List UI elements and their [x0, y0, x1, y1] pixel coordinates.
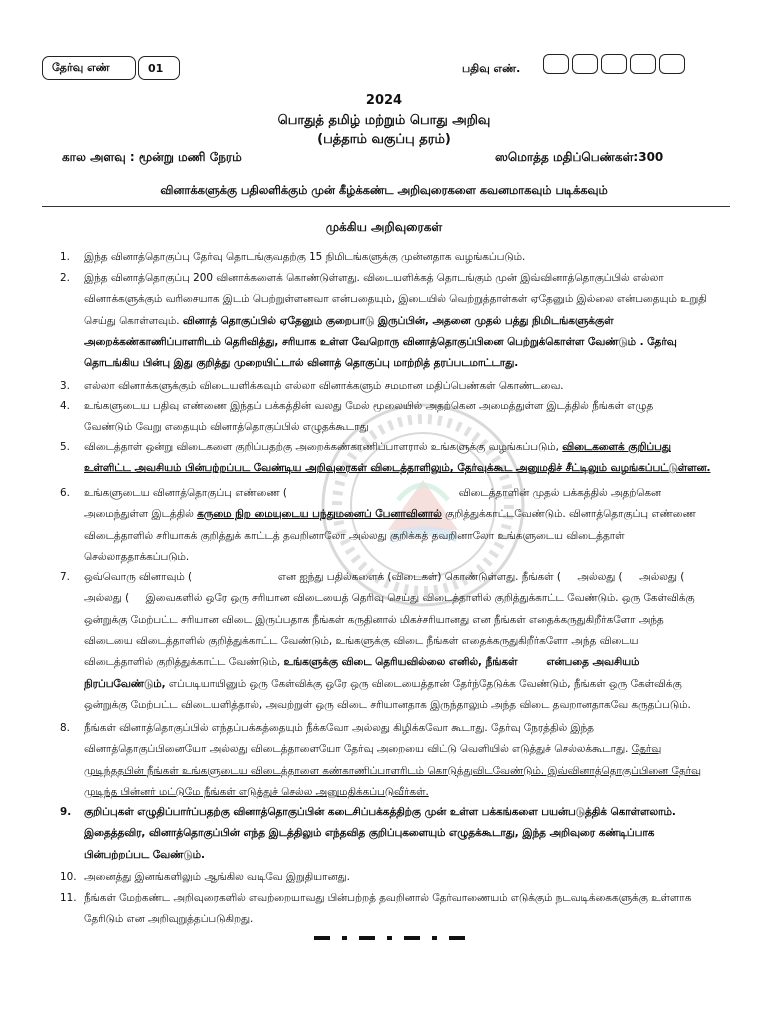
instruction-line — [84, 678, 732, 691]
end-dot — [432, 936, 437, 940]
instruction-text: வினாக்களுக்கும் வரிசையாக இடம் பெற்றுள்ளனவா என்பதையும், இடையில் வெற்றுத்தாள்கள் ஏதேனும் இல்லை என்பதையும் உறுதி — [84, 293, 707, 306]
instruction-line — [84, 722, 732, 735]
instruction-line — [84, 462, 732, 475]
end-of-page-dashes — [314, 936, 477, 940]
instruction-text: வேண்டும் வேறு எதையும் வினாத்தொகுப்பில் எழுதக்கூடாது — [84, 421, 369, 434]
register-number-digit-box — [543, 54, 569, 74]
instruction-text: அனைத்து இனங்களிலும் ஆங்கில வடிவே இறுதியானது. — [84, 871, 350, 883]
instruction-text: வினாத்தொகுப்பினையோ அல்லது விடைத்தாளையோ தேர்வு அறையை விட்டு வெளியில் எடுத்துச் செல்லக்கூடாது. — [84, 743, 632, 756]
end-dash — [314, 936, 330, 940]
instruction-line — [84, 699, 732, 712]
instruction-line — [84, 592, 732, 605]
instruction-text: நீங்கள் வினாத்தொகுப்பில் எந்தப்பக்கத்தையும் நீக்கவோ அல்லது கிழிக்கவோ கூடாது. தேர்வு நேரத்தில் இந்த — [84, 722, 594, 734]
instruction-text: முடிந்த பின்னர் மட்டுமே நீங்கள் எடுத்துச் செல்ல அனுமதிக்கப்படுவீர்கள். — [84, 785, 429, 798]
instruction-text: தேரிடும் என அறிவுறுத்தப்படுகிறது. — [84, 913, 254, 926]
end-dash — [449, 936, 465, 940]
instruction-line — [84, 380, 732, 393]
exam-year: 2024 — [365, 93, 403, 108]
instruction-line — [84, 913, 732, 926]
paper-subtitle: (பத்தாம் வகுப்பு தரம்) — [317, 132, 451, 147]
instruction-line — [84, 421, 732, 434]
instruction-text: எல்லா வினாக்களுக்கும் விடையளிக்கவும் எல்லா வினாக்களும் சமமான மதிப்பெண்கள் கொண்டவை. — [84, 380, 564, 392]
instruction-line — [84, 827, 732, 840]
instruction-number: 6. — [60, 487, 70, 499]
instruction-number: 8. — [60, 722, 70, 734]
instruction-number: 5. — [60, 441, 70, 453]
instruction-line — [84, 315, 732, 328]
instruction-text: குறிப்புகள் எழுதிப்பார்ப்பதற்கு வினாத்தொகுப்பின் கடைசிப்பக்கத்திற்கு முன் உள்ள பக்கங்களை பயன்படுத்திக் கொள்ளலாம். — [84, 806, 676, 818]
instruction-line — [84, 336, 732, 349]
instruction-text: விடைத்தாளில் சரியாகக் குறித்துக் காட்டத் தவறினாலோ அல்லது குறிக்கத் தவறினாலோ உங்களுடைய விடைத்தாள் — [84, 529, 625, 542]
exam-number-value: 01 — [148, 61, 164, 75]
exam-number-value-box — [138, 56, 180, 80]
instruction-text: செய்து கொள்ளவும். — [84, 314, 183, 327]
instruction-line — [84, 571, 732, 584]
instruction-number: 10. — [60, 871, 77, 883]
instruction-line — [84, 765, 732, 778]
instruction-text: உங்களுக்கு விடை தெரியவில்லை எனில், நீங்கள் என்பதை அவசியம் — [283, 656, 640, 669]
instruction-line — [84, 614, 732, 627]
header-divider — [42, 206, 730, 207]
instruction-text: விடைகளைக் குறிப்பது — [562, 441, 671, 453]
register-number-label: பதிவு எண். — [462, 62, 521, 75]
instruction-line — [84, 806, 732, 819]
instruction-text: உங்களுடைய வினாத்தொகுப்பு எண்ணை ( விடைத்தாளின் முதல் பக்கத்தில் அதற்கென — [84, 487, 662, 499]
instruction-text: செல்லாததாக்கப்படும். — [84, 550, 190, 563]
register-number-digit-box — [630, 54, 656, 74]
instruction-text: விடைத்தாள் ஒன்று விடைகளை குறிப்பதற்கு அறைக்கண்காணிப்பாளரால் உங்களுக்கு வழங்கப்படும், — [84, 441, 563, 453]
instruction-text: பின்பற்றப்பட வேண்டும். — [84, 848, 205, 861]
instruction-text: இந்த வினாத்தொகுப்பு தேர்வு தொடங்குவதற்கு 15 நிமிடங்களுக்கு முன்னதாக வழங்கப்படும். — [84, 251, 526, 263]
instruction-line — [84, 487, 732, 500]
instruction-text: வினாத் தொகுப்பில் ஏதேனும் குறைபாடு இருப்பின், அதனை முதல் பத்து நிமிடங்களுக்குள் — [182, 314, 614, 327]
instruction-line — [84, 441, 732, 454]
instruction-line — [84, 656, 732, 669]
exam-number-label: தேர்வு எண் — [52, 60, 110, 74]
instruction-text: கருமை நிற மையுடைய பந்துமனைப் பேனாவினால் — [197, 508, 442, 521]
instruction-line — [84, 400, 732, 413]
instruction-line — [84, 786, 732, 799]
instruction-text: எப்படியாயினும் ஒரு கேள்விக்கு ஒரே ஒரு விடையைத்தான் தேர்ந்தேடுக்க வேண்டும், நீங்கள் ஒரு கேள்விக்கு — [165, 677, 682, 690]
register-number-digit-box — [572, 54, 598, 74]
instruction-number: 3. — [60, 380, 70, 392]
instruction-line — [84, 530, 732, 543]
exam-duration: கால அளவு : மூன்று மணி நேரம் — [62, 150, 242, 164]
total-marks: ஸமொத்த மதிப்பெண்கள்:300 — [495, 150, 664, 164]
instruction-text: முடிந்ததபின் நீங்கள் உங்களுடைய விடைத்தாளை கண்காணிப்பாளரிடம் கொடுத்துவிடவேண்டும். இவ்வினாத்தொகுப்பினை தேர்வு — [84, 764, 701, 777]
instruction-text: உங்களுடைய பதிவு எண்ணை இந்தப் பக்கத்தின் வலது மேல் மூலையில் அதற்கென அமைத்துள்ள இடத்தில் நீங்கள் எழுத — [84, 400, 654, 412]
end-dot — [342, 936, 347, 940]
instruction-text: விடையை விடைத்தாளில் குறித்துக்காட்ட வேண்டும், உங்களுக்கு விடை நீங்கள் எதைக்கருதுகிறீர்களோ அந்த விடைய — [84, 634, 639, 647]
instruction-line — [84, 251, 732, 264]
instruction-line — [84, 551, 732, 564]
instruction-text: இதைத்தவிர, வினாத்தொகுப்பின் எந்த இடத்திலும் எந்தவித குறிப்புகளையும் எழுதக்கூடாது, இந்த அறிவுரை கண்டிப்பாக — [84, 827, 655, 840]
instruction-number: 7. — [60, 571, 70, 583]
instruction-text: ஒன்றுக்கு மேற்பட்ட சரியான விடை இருப்பதாக நீங்கள் கருதினால் மிகச்சரியானது என நீங்கள் எதைக்கருதுகிறீர்களோ அந்த — [84, 613, 664, 626]
instruction-text: ஒன்றுக்கு மேற்பட்ட விடையளித்தால், அவற்றுள் ஒரு விடை சரியானதாக இருந்தாலும் அந்த விடை தவறானதாகவே கருதப்படும். — [84, 698, 691, 711]
instruction-text: குறித்துக்காட்டவேண்டும். வினாத்தொகுப்பு எண்ணை — [441, 508, 696, 521]
instruction-line — [84, 357, 732, 370]
register-number-digit-box — [601, 54, 627, 74]
instruction-line — [84, 272, 732, 285]
instruction-text: அறைக்கண்காணிப்பாளரிடம் தெரிவித்து, சரியாக உள்ள வேறொரு வினாத்தொகுப்பினை பெற்றுக்கொள்ள வேண்டும் . தேர்வு — [84, 335, 677, 348]
register-number-digit-box — [659, 54, 685, 74]
advisory-line: வினாக்களுக்கு பதிலளிக்கும் முன் கீழ்க்கண்ட அறிவுரைகளை கவனமாகவும் படிக்கவும் — [160, 183, 608, 197]
instruction-text: தேர்வு — [631, 743, 662, 756]
instruction-line — [84, 892, 732, 905]
instruction-line — [84, 871, 732, 884]
instruction-text: அல்லது ( இவைகளில் ஒரே ஒரு சரியான விடையைத் தெரிவு செய்து விடைத்தாளில் குறித்துக்காட்ட வேண்டும். ஒரு கேள்விக்கு — [84, 592, 695, 605]
instruction-line — [84, 849, 732, 862]
instruction-text: அமைந்துள்ள இடத்தில் — [84, 508, 198, 521]
instruction-line — [84, 508, 732, 521]
end-dot — [387, 936, 392, 940]
instruction-line — [84, 293, 732, 306]
exam-number-label-box — [42, 56, 136, 80]
register-number-boxes — [543, 54, 688, 74]
instruction-text: உள்ளிட்ட அவசியம் பின்பற்றப்பட வேண்டிய அறிவுரைகள் விடைத்தாளிலும், தேர்வுக்கூட அனுமதிச் சீட்டிலும் வழங்கப்பட்டுள்ளன. — [84, 462, 711, 475]
instruction-number: 2. — [60, 272, 70, 284]
end-dash — [359, 936, 375, 940]
instruction-number: 11. — [60, 892, 77, 904]
end-dash — [404, 936, 420, 940]
instruction-text: ஒவ்வொரு வினாவும் ( என ஐந்து பதில்களைக் (விடைகள்) கொண்டுள்ளது. நீங்கள் ( அல்லது ( அல்லது ( — [84, 571, 685, 583]
instruction-line — [84, 635, 732, 648]
instruction-text: விடைத்தாளில் குறித்துக்காட்ட வேண்டும், — [84, 656, 284, 669]
instruction-text: இந்த வினாத்தொகுப்பு 200 வினாக்களைக் கொண்டுள்ளது. விடையளிக்கத் தொடங்கும் முன் இவ்வினாத்தொகுப்பில் எல்லா — [84, 272, 664, 284]
paper-title: பொதுத் தமிழ் மற்றும் பொது அறிவு — [277, 113, 491, 128]
instruction-number: 1. — [60, 251, 70, 263]
instruction-number: 4. — [60, 400, 70, 412]
instruction-text: தொடங்கிய பின்பு இது குறித்து முறையிட்டால் வினாத் தொகுப்பு மாற்றித் தரப்படமாட்டாது. — [84, 357, 519, 370]
section-heading: முக்கிய அறிவுரைகள் — [325, 220, 443, 234]
instruction-text: நீங்கள் மேற்கண்ட அறிவுரைகளில் எவற்றையாவது பின்பற்றத் தவறினால் தேர்வாணையம் எடுக்கும் நடவடிக்கைகளுக்கு உள்ளாக — [84, 892, 692, 904]
instruction-line — [84, 743, 732, 756]
instruction-text: நிரப்பவேண்டும், — [84, 677, 166, 690]
instruction-number: 9. — [60, 806, 72, 818]
